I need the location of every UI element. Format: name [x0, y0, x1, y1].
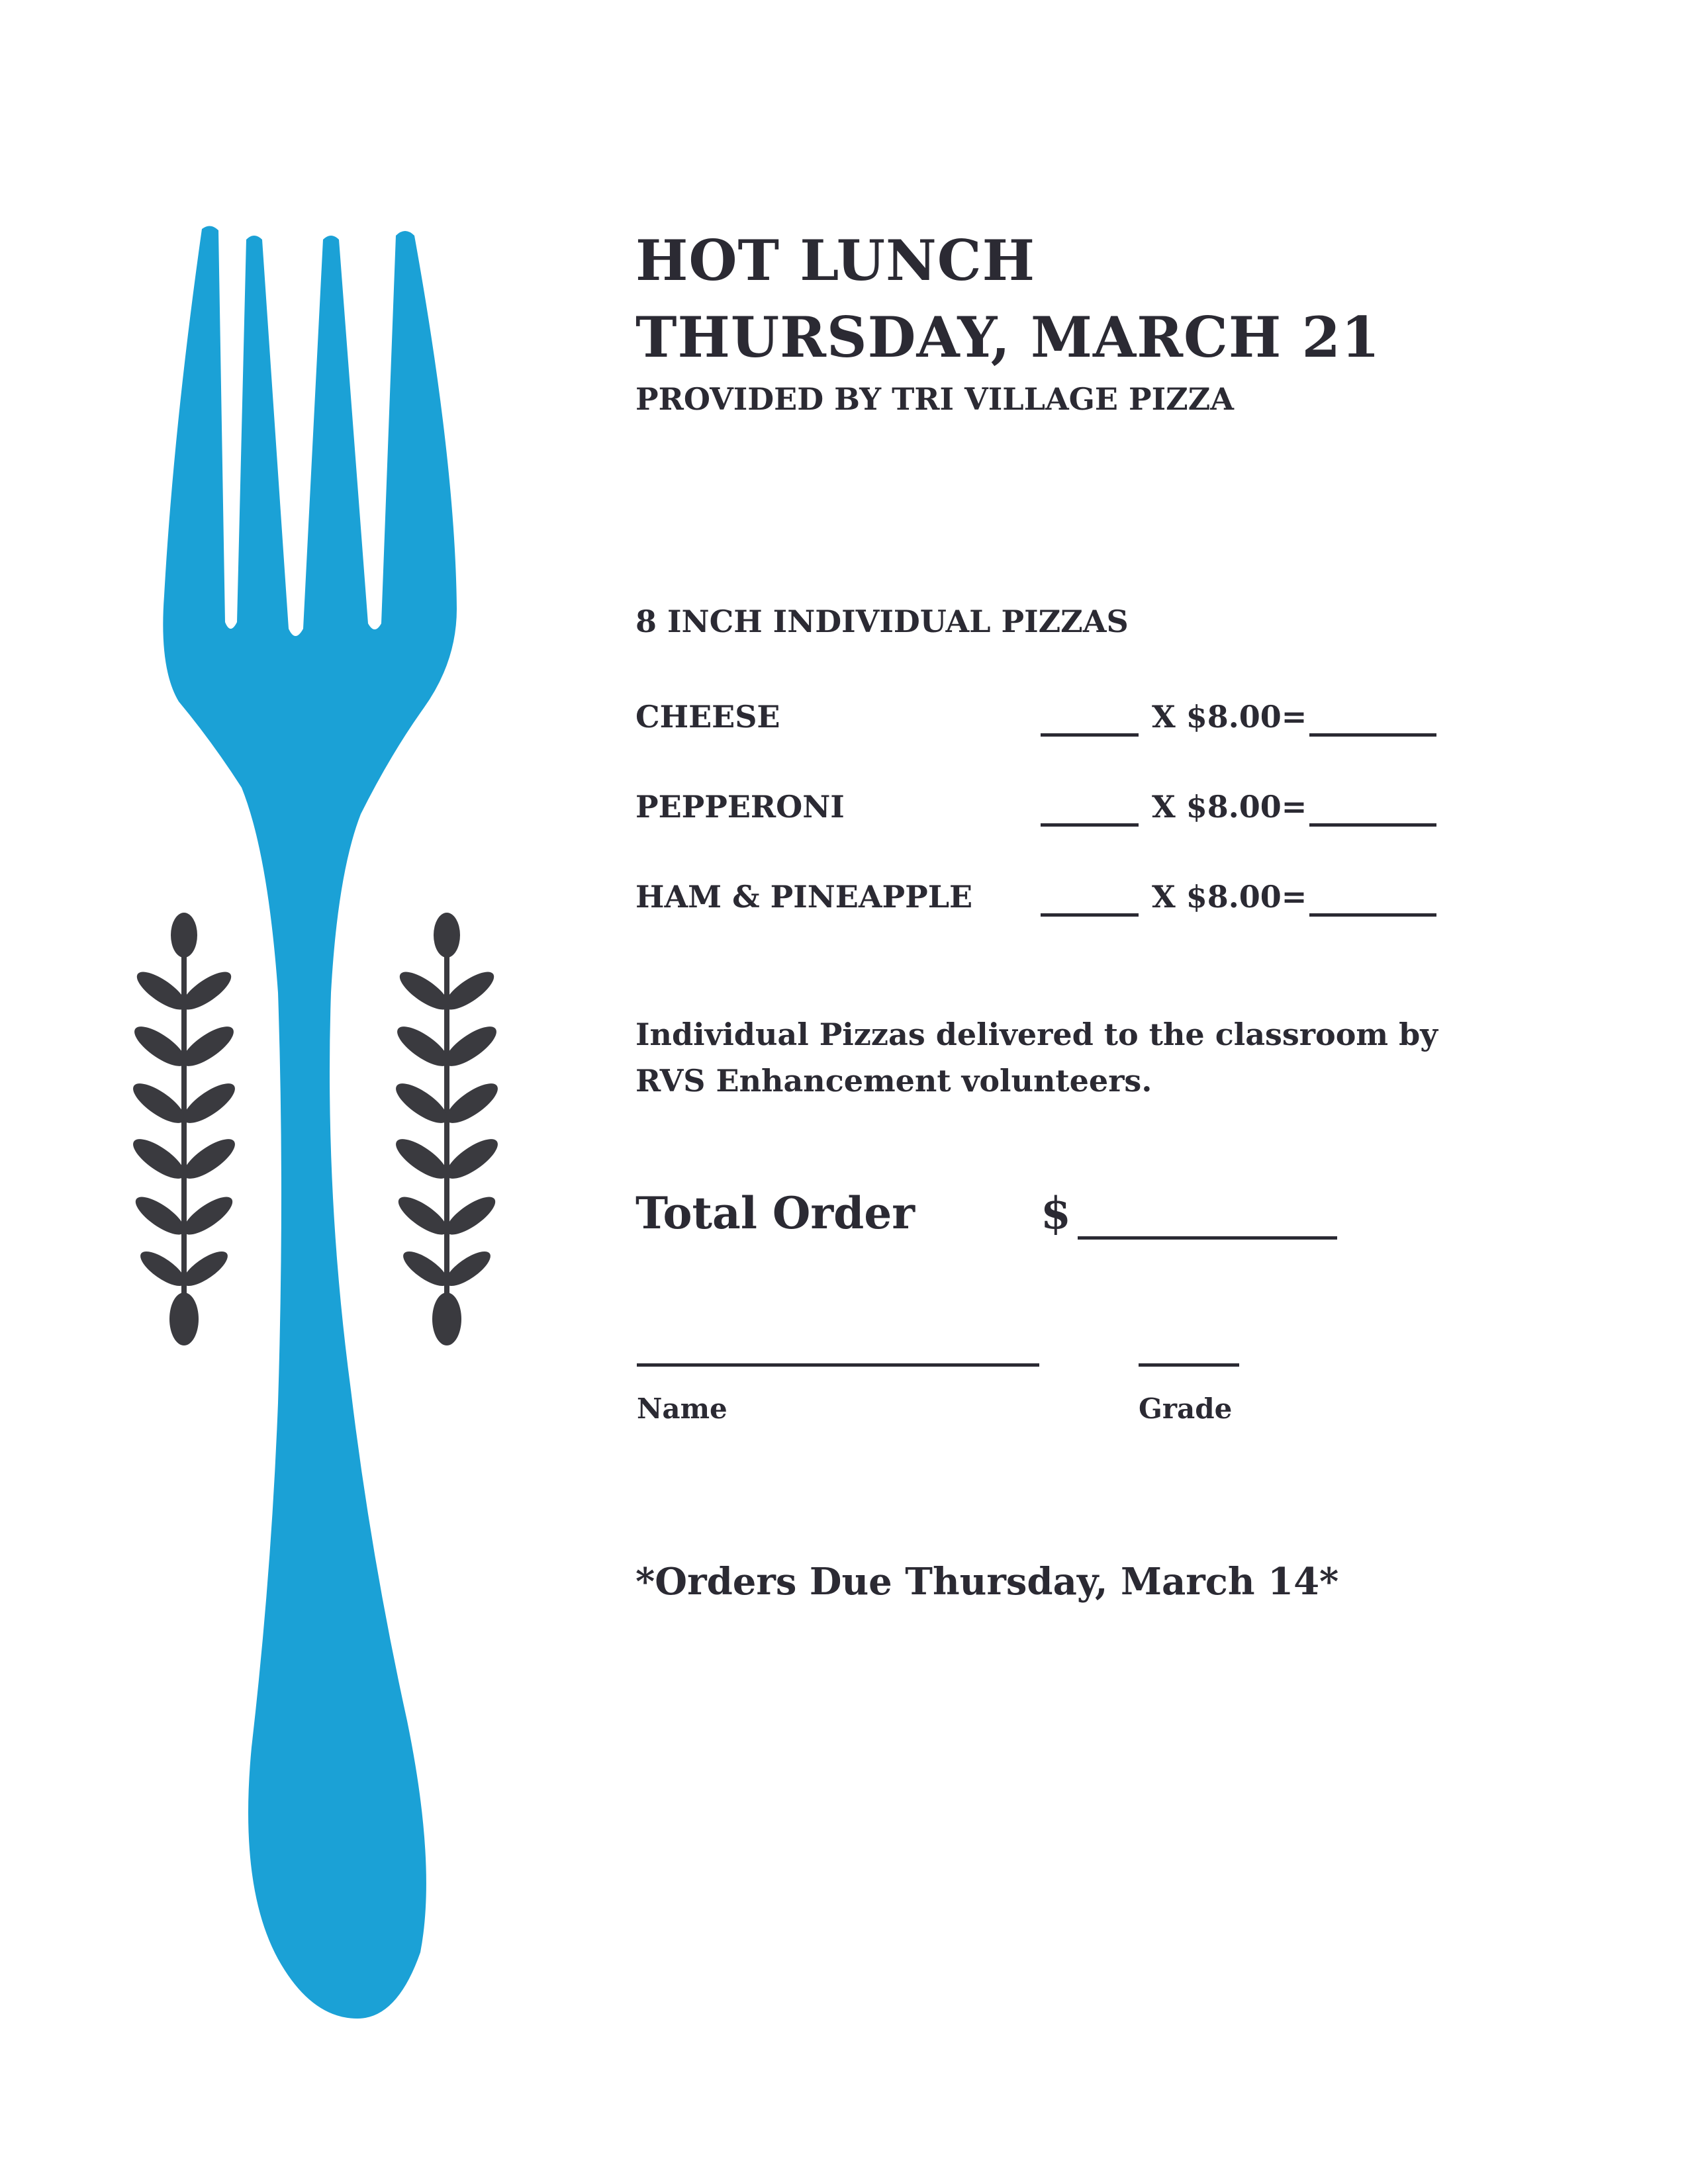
- quantity-field[interactable]: [1041, 913, 1139, 917]
- delivery-note-line-2: RVS Enhancement volunteers.: [635, 1063, 1152, 1099]
- menu-item-name: HAM & PINEAPPLE: [635, 879, 973, 915]
- amount-field[interactable]: [1309, 733, 1436, 737]
- menu-item-price: X $8.00=: [1152, 789, 1307, 825]
- page-title: HOT LUNCH: [635, 228, 1036, 293]
- leaf-sprig-icon: [128, 913, 241, 1345]
- delivery-note-line-1: Individual Pizzas delivered to the classroom by: [635, 1017, 1438, 1052]
- leaf-sprig-icon: [391, 913, 504, 1345]
- menu-item-price: X $8.00=: [1152, 879, 1307, 915]
- provider-line: PROVIDED BY TRI VILLAGE PIZZA: [635, 381, 1234, 417]
- menu-item-name: PEPPERONI: [635, 789, 845, 825]
- total-order-label: Total Order: [635, 1187, 915, 1239]
- name-field[interactable]: [637, 1363, 1039, 1367]
- grade-label: Grade: [1139, 1392, 1233, 1425]
- amount-field[interactable]: [1309, 823, 1436, 827]
- quantity-field[interactable]: [1041, 733, 1139, 737]
- quantity-field[interactable]: [1041, 823, 1139, 827]
- name-label: Name: [637, 1392, 727, 1425]
- fork-icon: [163, 226, 457, 2019]
- menu-section-title: 8 INCH INDIVIDUAL PIZZAS: [635, 604, 1129, 639]
- orders-due-note: *Orders Due Thursday, March 14*: [635, 1560, 1339, 1604]
- amount-field[interactable]: [1309, 913, 1436, 917]
- total-amount-field[interactable]: [1078, 1236, 1337, 1240]
- event-date: THURSDAY, MARCH 21: [635, 304, 1381, 370]
- menu-item-price: X $8.00=: [1152, 699, 1307, 735]
- menu-item-name: CHEESE: [635, 699, 780, 735]
- currency-symbol: $: [1041, 1187, 1071, 1239]
- grade-field[interactable]: [1139, 1363, 1239, 1367]
